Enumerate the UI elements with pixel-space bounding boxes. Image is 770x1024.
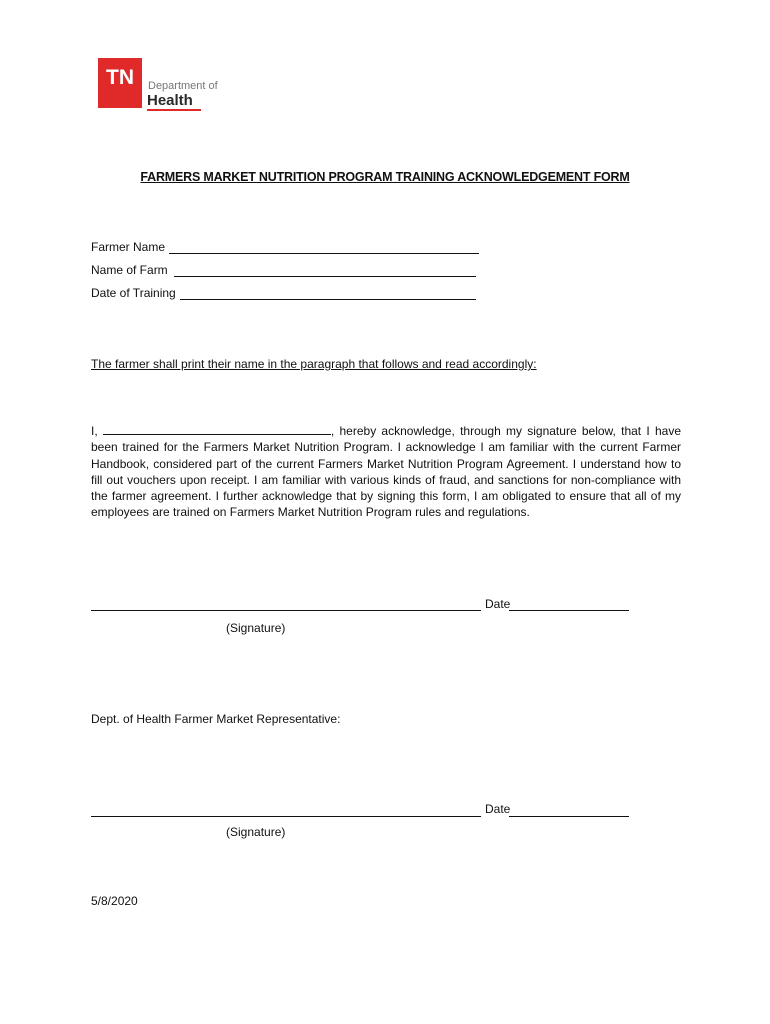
representative-label: Dept. of Health Farmer Market Representative: [91,712,341,726]
training-date-field[interactable] [180,287,476,300]
representative-signature-caption: (Signature) [226,825,286,839]
training-date-row [91,286,476,300]
farmer-date-label: Date [485,597,511,611]
farmer-name-row [91,240,479,254]
logo-tn-text: TN [106,66,134,89]
paragraph-body: , hereby acknowledge, through my signature below, that I have been trained for the Farmers Market Nutrition Program. I acknowledge I am familiar with the current Farmer Handbook, considered part of the current Farmers Market Nutrition Program Agreement. I understand how to fill out vouchers upon receipt. I am familiar with various kinds of fraud, and sanctions for non-compliance with the farmer agreement. I further acknowledge that by signing this form, I am obligated to ensure that all of my employees are trained on Farmers Market Nutrition Program rules and regulations. [91,424,681,520]
representative-date-label: Date [485,802,511,816]
form-title: FARMERS MARKET NUTRITION PROGRAM TRAINING ACKNOWLEDGEMENT FORM [140,170,630,184]
farmer-date-field[interactable] [509,598,629,611]
logo-department-text: Department of [148,80,218,92]
farm-name-row [91,263,476,277]
representative-signature-line[interactable] [91,804,481,817]
farmer-name-label: Farmer Name [91,240,166,254]
farmer-signature-caption: (Signature) [226,621,286,635]
printed-name-field[interactable] [103,423,331,435]
farmer-name-field[interactable] [169,241,479,254]
farm-name-label: Name of Farm [91,263,168,277]
farm-name-field[interactable] [174,264,476,277]
training-date-label: Date of Training [91,286,176,300]
tn-department-of-health-logo [98,58,223,112]
representative-date-field[interactable] [509,804,629,817]
instruction-text: The farmer shall print their name in the paragraph that follows and read accordingly: [91,357,537,371]
logo-underline [147,109,201,111]
form-revision-date: 5/8/2020 [91,894,138,908]
acknowledgement-paragraph [91,423,681,521]
paragraph-prefix: I, [91,424,98,438]
logo-health-text: Health [147,92,193,109]
farmer-signature-line[interactable] [91,598,481,611]
